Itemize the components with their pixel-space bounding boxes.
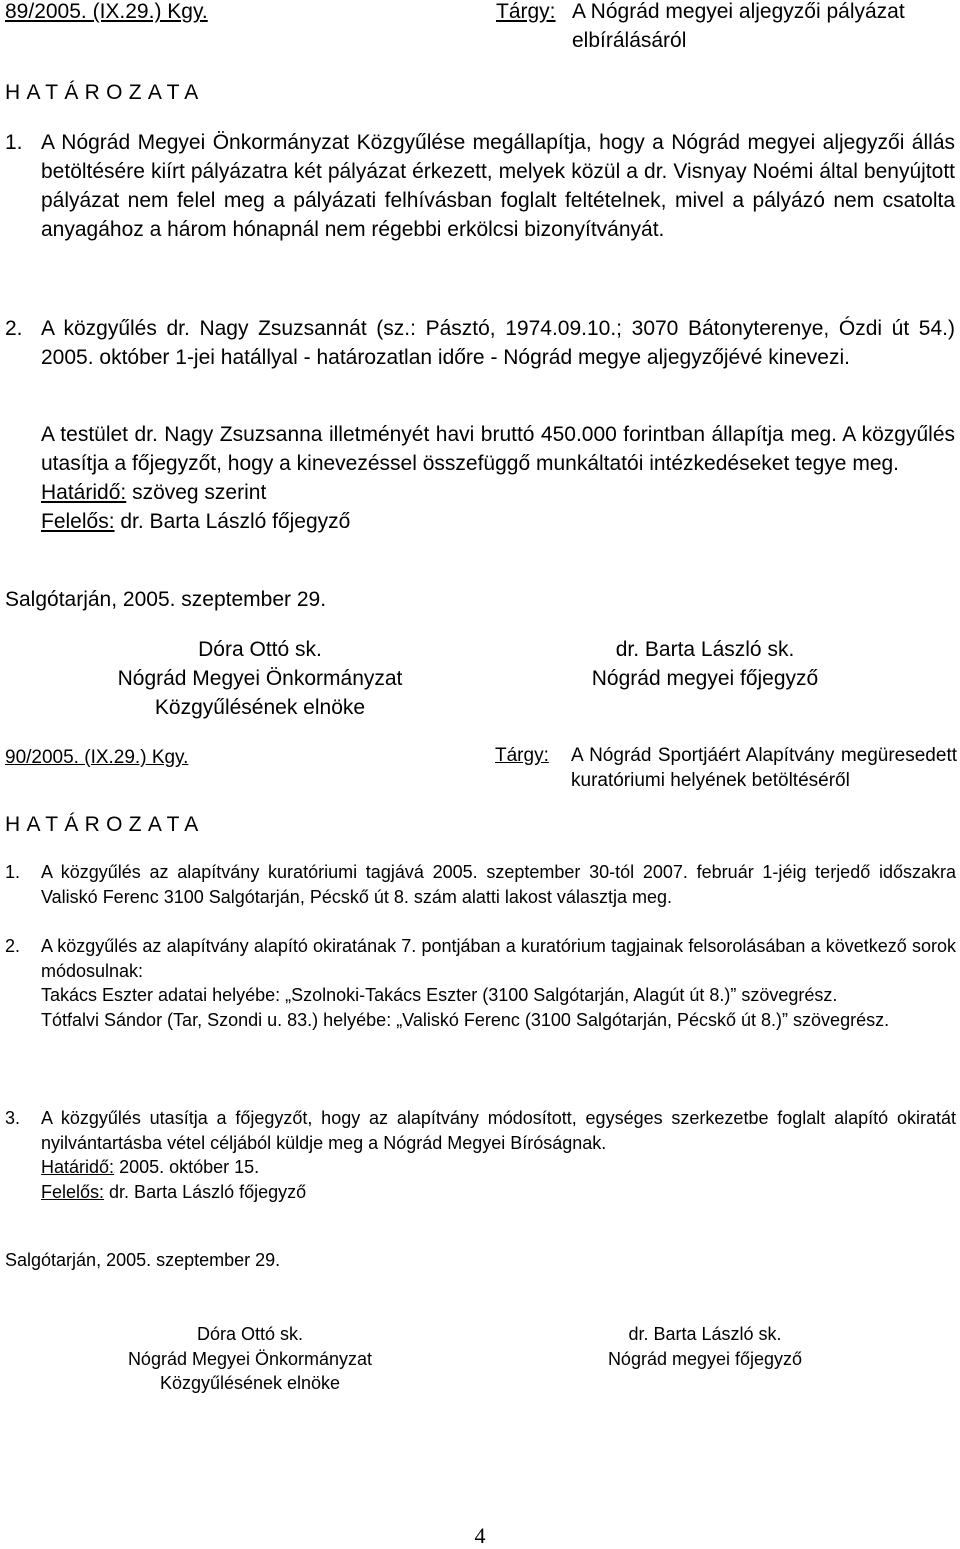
- item-number: 3.: [5, 1108, 21, 1128]
- responsible-label: Felelős:: [41, 510, 115, 533]
- item-text: A Nógrád Megyei Önkormányzat Közgyűlése megállapítja, hogy a Nógrád megyei aljegyzői állás betöltésére kiírt pályázatra két pályázat érkezett, melyek közül a dr. Visnyay Noémi által benyújtott pályázat nem felel meg a pályázati felhívásban foglalt feltételnek, mivel a pályázó nem csatolta anyagához a három hónapnál nem régebbi erkölcsi bizonyítványát.: [41, 131, 955, 241]
- signature-chair: [80, 1322, 420, 1396]
- subject-text: A Nógrád megyei aljegyzői pályázat elbírálásáról: [572, 0, 905, 52]
- subject-label: Tárgy:: [496, 0, 556, 23]
- item-text-block: [41, 1106, 956, 1204]
- subject-label: Tárgy:: [495, 745, 549, 766]
- signature-chief-notary: [555, 635, 855, 693]
- responsible-value: dr. Barta László főjegyző: [120, 510, 351, 533]
- place-date: Salgótarján, 2005. szeptember 29.: [5, 588, 327, 611]
- signature-line: Közgyűlésének elnöke: [159, 1373, 341, 1393]
- resolution-number: 89/2005. (IX.29.) Kgy.: [5, 0, 208, 23]
- decision-heading: HATÁROZATA: [5, 81, 205, 104]
- signature-line: Dóra Ottó sk.: [198, 638, 322, 661]
- amendment-line-1: Takács Eszter adatai helyébe: „Szolnoki-Takács Eszter (3100 Salgótarján, Alagút út 8.)” szövegrész.: [41, 985, 838, 1005]
- signature-line: Nógrád Megyei Önkormányzat: [117, 667, 403, 690]
- place-date: Salgótarján, 2005. szeptember 29.: [5, 1250, 281, 1270]
- item-number: 1.: [5, 131, 23, 154]
- item-number: 1.: [5, 862, 21, 882]
- responsible-label: Felelős:: [41, 1181, 105, 1202]
- deadline-value: szöveg szerint: [132, 481, 267, 504]
- signature-line: Nógrád megyei főjegyző: [591, 667, 819, 690]
- responsible-line: [41, 507, 955, 536]
- item-number: 2.: [5, 317, 23, 340]
- deadline-value: 2005. október 15.: [119, 1157, 260, 1177]
- signature-line: dr. Barta László sk.: [615, 638, 795, 661]
- resolution-number: 90/2005. (IX.29.) Kgy.: [5, 747, 189, 768]
- item-2-body: [41, 420, 955, 536]
- item-text: A közgyűlés dr. Nagy Zsuzsannát (sz.: Pásztó, 1974.09.10.; 3070 Bátonyterenye, Ózdi út 54.) 2005. október 1-jei hatállyal - határozatlan időre - Nógrád megye aljegyzőjévé kinevezi.: [41, 317, 955, 369]
- deadline-line: [41, 1155, 956, 1180]
- item-number: 2.: [5, 936, 21, 956]
- deadline-label: Határidő:: [41, 481, 127, 504]
- salary-paragraph: A testület dr. Nagy Zsuzsanna illetményét havi bruttó 450.000 forintban állapítja meg. A közgyűlés utasítja a főjegyzőt, hogy a kinevezéssel összefüggő munkáltatói intézkedéseket tegye meg.: [41, 423, 955, 475]
- signature-chief-notary: [570, 1322, 840, 1371]
- item-text: A közgyűlés utasítja a főjegyzőt, hogy az alapítvány módosított, egységes szerkezetbe foglalt alapító okiratát nyilvántartásba vétel céljából küldje meg a Nógrád Megyei Bíróságnak.: [41, 1108, 956, 1153]
- signature-line: Nógrád Megyei Önkormányzat: [127, 1348, 373, 1369]
- responsible-value: dr. Barta László főjegyző: [109, 1181, 307, 1202]
- amendment-line-2: Tótfalvi Sándor (Tar, Szondi u. 83.) helyébe: „Valiskó Ferenc (3100 Salgótarján, Pécskő út 8.)” szövegrész.: [41, 1009, 890, 1030]
- page-number: 4: [474, 1523, 486, 1548]
- signature-line: Dóra Ottó sk.: [196, 1324, 304, 1344]
- item-text: A közgyűlés az alapítvány kuratóriumi tagjává 2005. szeptember 30-tól 2007. február 1-jéig terjedő időszakra Valiskó Ferenc 3100 Salgótarján, Pécskő út 8. szám alatti lakost választja meg.: [41, 862, 956, 907]
- decision-heading: HATÁROZATA: [5, 813, 205, 836]
- subject-text: A Nógrád Sportjáért Alapítvány megüresedett kuratóriumi helyének betöltéséről: [571, 745, 957, 791]
- signature-line: Nógrád megyei főjegyző: [607, 1348, 803, 1369]
- deadline-line: [41, 478, 955, 507]
- item-text: A közgyűlés az alapítvány alapító okiratának 7. pontjában a kuratórium tagjainak felsorolásában a következő sorok módosulnak:: [41, 936, 956, 981]
- signature-line: Közgyűlésének elnöke: [154, 696, 366, 719]
- signature-chair: [60, 635, 460, 722]
- signature-line: dr. Barta László sk.: [628, 1324, 782, 1344]
- deadline-label: Határidő:: [41, 1157, 115, 1177]
- item-text-block: [41, 934, 956, 1032]
- responsible-line: [41, 1180, 956, 1205]
